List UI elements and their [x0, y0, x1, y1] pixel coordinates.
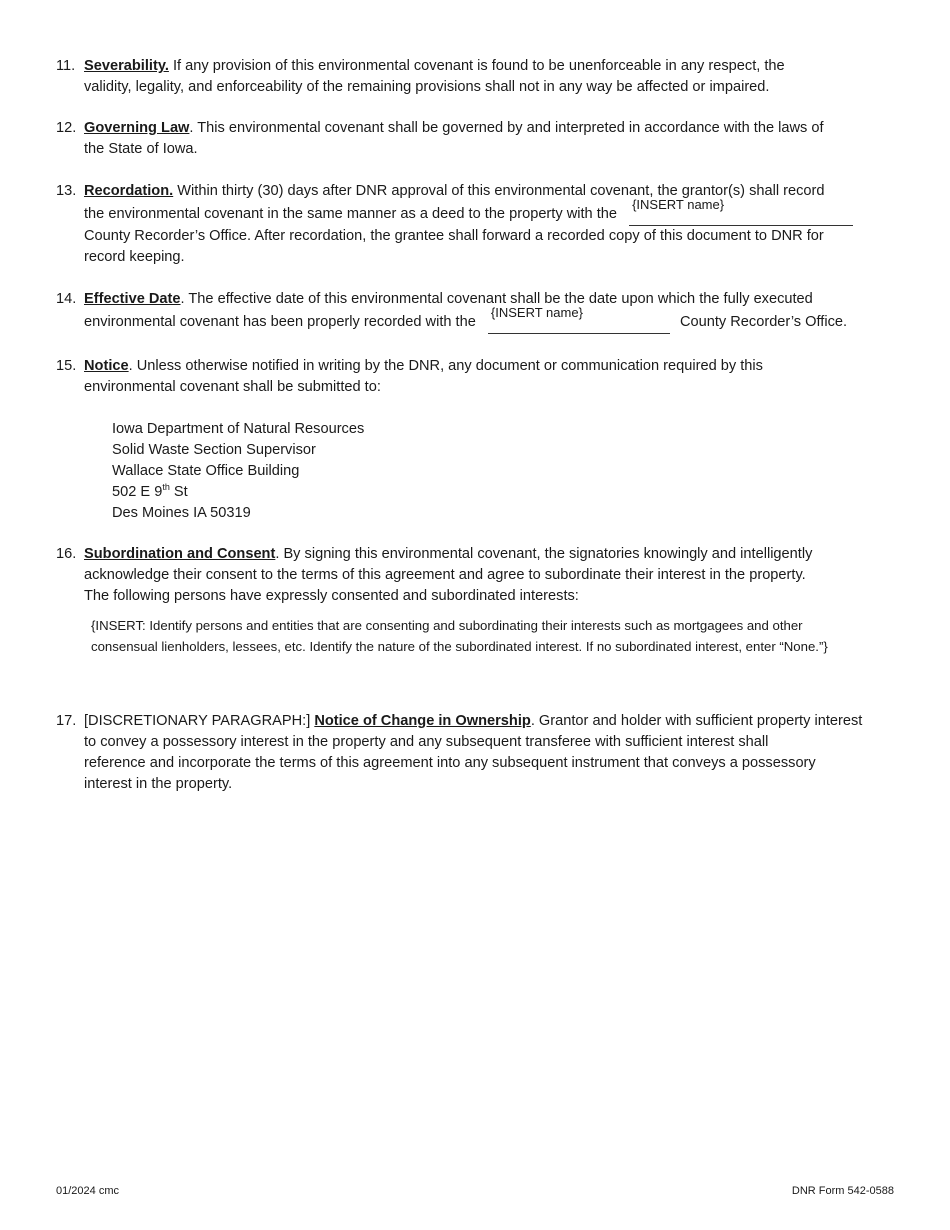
- text-line: . Grantor and holder with sufficient property interest: [530, 713, 863, 729]
- text-line: . By signing this environmental covenant, the signatories knowingly and intelligently: [275, 546, 813, 562]
- item-number: 16.: [56, 546, 77, 562]
- address-line: 502 E 9th St: [112, 482, 188, 500]
- text-line: County Recorder’s Office.: [679, 314, 848, 330]
- county-name-field[interactable]: [488, 305, 670, 334]
- note-line: {INSERT: Identify persons and entities that are consenting and subordinating their interests such as mortgagees and other: [91, 618, 803, 633]
- section-severability: [56, 56, 906, 98]
- field-placeholder: {INSERT name}: [632, 197, 725, 212]
- footer-date: 01/2024 cmc: [56, 1185, 119, 1197]
- text-line: the environmental covenant in the same manner as a deed to the property with the: [84, 206, 617, 222]
- section-subordination-consent: [56, 544, 906, 607]
- text-line: . This environmental covenant shall be governed by and interpreted in accordance with the laws of: [189, 120, 824, 136]
- text-line: validity, legality, and enforceability of the remaining provisions shall not in any way be affected or impaired.: [84, 79, 770, 95]
- item-number: 14.: [56, 291, 77, 307]
- address-line: Des Moines IA 50319: [112, 505, 251, 521]
- text-line: acknowledge their consent to the terms of this agreement and agree to subordinate their interest in the property.: [84, 567, 806, 583]
- text-line: reference and incorporate the terms of this agreement into any subsequent instrument that conveys a possessory: [84, 755, 816, 771]
- section-heading: Effective Date: [84, 291, 181, 307]
- item-number: 11.: [56, 58, 76, 74]
- section-recordation: [56, 181, 906, 268]
- section-heading: Governing Law: [84, 120, 190, 136]
- address-line: Wallace State Office Building: [112, 463, 300, 479]
- section-governing-law: [56, 118, 906, 160]
- text-line: The following persons have expressly consented and subordinated interests:: [84, 588, 579, 604]
- section-heading: Severability.: [84, 58, 169, 74]
- address-line: Solid Waste Section Supervisor: [112, 442, 316, 458]
- dnr-mailing-address: [112, 419, 364, 524]
- section-heading: Notice: [84, 358, 129, 374]
- section-heading: Notice of Change in Ownership: [314, 713, 531, 729]
- section-effective-date: [56, 289, 906, 334]
- item-number: 12.: [56, 120, 77, 136]
- section-change-in-ownership: [56, 711, 906, 795]
- subordination-insert-note[interactable]: [91, 615, 921, 657]
- item-number: 15.: [56, 358, 77, 374]
- text-line: Within thirty (30) days after DNR approval of this environmental covenant, the grantor(s) shall record: [173, 183, 825, 199]
- text-line: . Unless otherwise notified in writing by the DNR, any document or communication required by this: [128, 358, 763, 374]
- address-line: Iowa Department of Natural Resources: [112, 421, 365, 437]
- field-placeholder: {INSERT name}: [490, 305, 583, 320]
- section-heading: Subordination and Consent: [84, 546, 276, 562]
- text-line: record keeping.: [84, 249, 185, 265]
- note-line: consensual lienholders, lessees, etc. Identify the nature of the subordinated interest. If no subordinated interest, enter “None.”}: [91, 639, 828, 654]
- text-line: . The effective date of this environmental covenant shall be the date upon which the fully executed: [180, 291, 813, 307]
- footer-form-number: DNR Form 542-0588: [791, 1185, 894, 1197]
- text-line: If any provision of this environmental covenant is found to be unenforceable in any respect, the: [168, 58, 785, 74]
- section-heading: Recordation.: [84, 183, 174, 199]
- item-number: 13.: [56, 183, 77, 199]
- text-line: County Recorder’s Office. After recordation, the grantee shall forward a recorded copy of this document to DNR for: [84, 228, 824, 244]
- discretionary-label: [DISCRETIONARY PARAGRAPH:]: [84, 713, 315, 729]
- county-name-field[interactable]: [629, 197, 853, 226]
- text-line: environmental covenant shall be submitted to:: [84, 379, 381, 395]
- text-line: to convey a possessory interest in the property and any subsequent transferee with sufficient interest shall: [84, 734, 769, 750]
- text-line: environmental covenant has been properly recorded with the: [84, 314, 476, 330]
- text-line: the State of Iowa.: [84, 141, 198, 157]
- section-notice: [56, 356, 906, 398]
- text-line: interest in the property.: [84, 776, 233, 792]
- item-number: 17.: [56, 713, 77, 729]
